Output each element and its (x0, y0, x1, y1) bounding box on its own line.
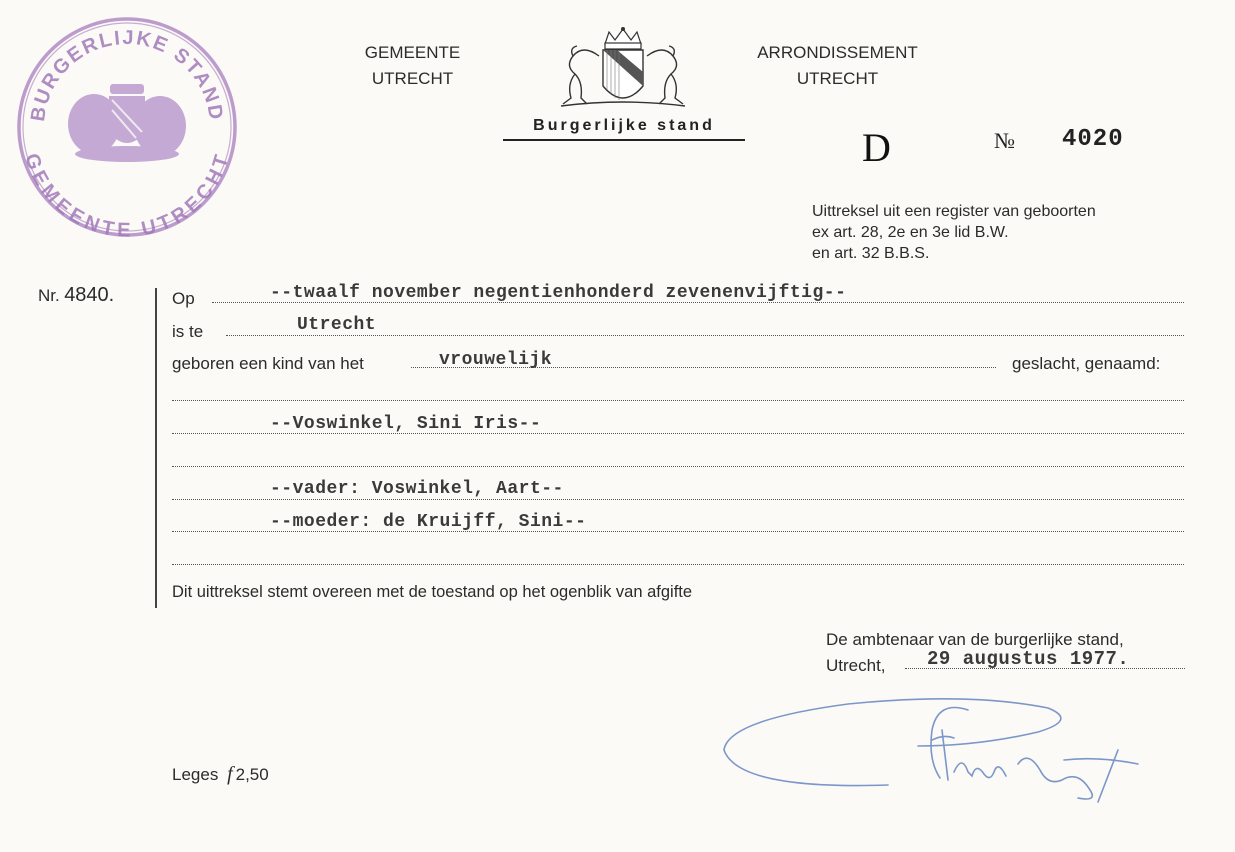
number-sign: № (994, 128, 1015, 153)
stamp-top-text: BURGERLIJKE STAND (26, 26, 228, 123)
child-label: geboren een kind van het (172, 354, 364, 373)
fee (172, 763, 269, 786)
sex-suffix: geslacht, genaamd: (1012, 354, 1161, 373)
blank-line-2 (172, 466, 1184, 467)
fee-amount: 2,50 (235, 765, 269, 784)
place-line (226, 335, 1184, 336)
district-header (745, 40, 930, 92)
extract-info (812, 201, 1096, 264)
registry-title-text: Burgerlijke stand (533, 117, 715, 134)
municipality-city: UTRECHT (371, 69, 454, 88)
district-city: UTRECHT (796, 69, 879, 88)
record-number-label: Nr. (38, 286, 60, 305)
record-number (38, 284, 114, 307)
date-label: Op (172, 289, 195, 308)
title-underline (503, 139, 745, 141)
extract-info-line1: Uittreksel uit een register van geboorten (812, 203, 1096, 220)
fee-currency: f (227, 763, 233, 785)
blank-line-3 (172, 564, 1184, 565)
signature-icon (718, 690, 1158, 820)
official-title: De ambtenaar van de burgerlijke stand, (826, 630, 1124, 649)
fee-label: Leges (172, 765, 219, 784)
district-label: ARRONDISSEMENT (757, 43, 918, 62)
form-letter: D (862, 125, 891, 170)
municipality-header (340, 40, 485, 92)
svg-text:GEMEENTE UTRECHT (20, 151, 234, 242)
sex-value: vrouwelijk (439, 350, 553, 370)
extract-info-line2: ex art. 28, 2e en 3e lid B.W. (812, 224, 1009, 241)
birth-place-value: Utrecht (297, 315, 377, 335)
record-vertical-rule (155, 288, 157, 608)
father-value: --vader: Voswinkel, Aart-- (270, 479, 564, 499)
birth-date-value: --twaalf november negentienhonderd zevenenvijftig-- (270, 283, 847, 303)
place-label: is te (172, 322, 204, 341)
registry-title (503, 117, 745, 141)
burgerlijke-stand-stamp (14, 14, 240, 240)
father-line (172, 499, 1184, 500)
blank-line-1 (172, 400, 1184, 401)
child-name-value: --Voswinkel, Sini Iris-- (270, 414, 542, 434)
statement-text: Dit uittreksel stemt overeen met de toestand op het ogenblik van afgifte (172, 583, 693, 601)
mother-value: --moeder: de Kruijff, Sini-- (270, 512, 587, 532)
form-number: 4020 (1062, 126, 1124, 153)
coat-of-arms-icon (553, 26, 693, 112)
stamp-seal-icon (14, 14, 240, 240)
signature-date-value: 29 augustus 1977. (927, 648, 1130, 670)
municipality-label: GEMEENTE (364, 43, 461, 62)
signature-city: Utrecht, (826, 656, 886, 675)
stamp-bottom-text: GEMEENTE UTRECHT (20, 150, 234, 242)
record-number-value: 4840. (64, 284, 115, 306)
extract-info-line3: en art. 32 B.B.S. (812, 245, 930, 262)
